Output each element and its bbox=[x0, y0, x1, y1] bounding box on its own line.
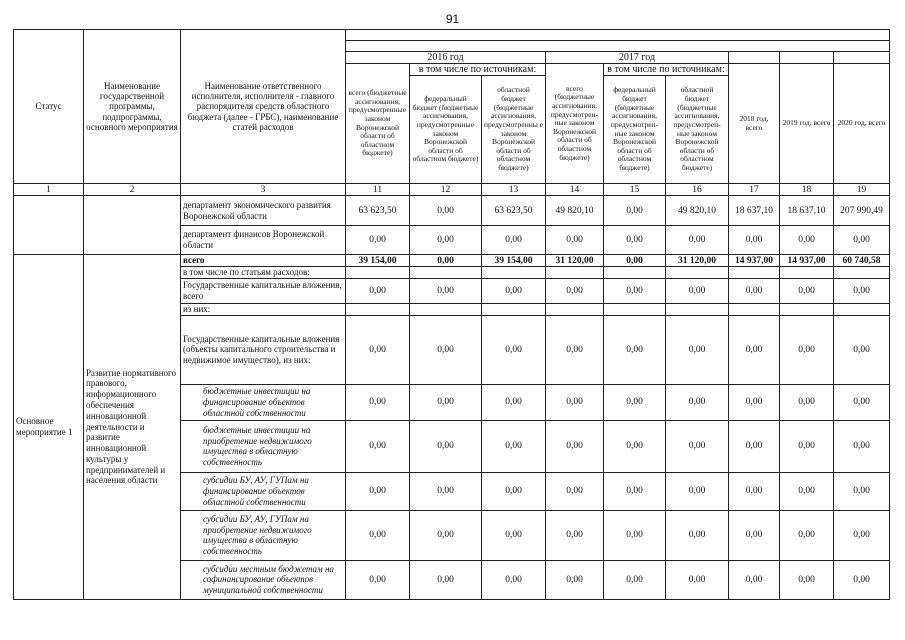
value-cell: 18 637,10 bbox=[780, 196, 834, 226]
value-cell: 0,00 bbox=[834, 226, 890, 255]
value-cell: 0,00 bbox=[666, 472, 729, 510]
value-cell: 0,00 bbox=[346, 420, 410, 472]
value-cell: 0,00 bbox=[410, 420, 482, 472]
value-cell: 0,00 bbox=[604, 226, 666, 255]
value-cell: 0,00 bbox=[410, 560, 482, 599]
header-total-2016: всего (бюджетные ассигнования, предусмотренные законом Воронежской области об областном бюджете) bbox=[346, 64, 410, 184]
value-cell: 0,00 bbox=[482, 510, 546, 560]
column-index: 15 bbox=[604, 184, 666, 196]
value-cell: 0,00 bbox=[780, 472, 834, 510]
measure-name: Развитие нормативного правового, информационного обеспечения инновационной деятельности и развитие инновационной культуры у предпринимателей и населения области bbox=[84, 255, 181, 600]
value-cell: 0,00 bbox=[780, 384, 834, 420]
value-cell: 0,00 bbox=[834, 315, 890, 384]
header-sources-2017: в том числе по источникам: bbox=[604, 64, 729, 76]
value-cell: 49 820,10 bbox=[546, 196, 604, 226]
value-cell: 0,00 bbox=[604, 472, 666, 510]
column-index: 12 bbox=[410, 184, 482, 196]
value-cell: 31 120,00 bbox=[666, 255, 729, 267]
value-cell: 0,00 bbox=[729, 315, 780, 384]
value-cell: 0,00 bbox=[729, 420, 780, 472]
value-cell: 63 623,50 bbox=[482, 196, 546, 226]
value-cell: 14 937,00 bbox=[729, 255, 780, 267]
status-cell-empty bbox=[14, 196, 84, 255]
value-cell: 60 740,58 bbox=[834, 255, 890, 267]
header-sources-2016: в том числе по источникам: bbox=[410, 64, 546, 76]
value-cell: 0,00 bbox=[834, 510, 890, 560]
column-index: 19 bbox=[834, 184, 890, 196]
row-label-total: всего bbox=[181, 255, 346, 267]
value-cell: 0,00 bbox=[729, 226, 780, 255]
value-cell: 0,00 bbox=[482, 472, 546, 510]
row-label: субсидии БУ, АУ, ГУПам на приобретение недвижимого имущества в областную собственность bbox=[181, 510, 346, 560]
value-cell: 39 154,00 bbox=[482, 255, 546, 267]
header-blank-2020 bbox=[834, 52, 890, 64]
value-cell: 31 120,00 bbox=[546, 255, 604, 267]
value-cell: 0,00 bbox=[834, 472, 890, 510]
value-cell: 0,00 bbox=[482, 384, 546, 420]
total-row bbox=[14, 255, 890, 267]
value-cell: 0,00 bbox=[482, 420, 546, 472]
header-federal-2017: федеральный бюджет (бюджетные ассигнования, предусмотрен-ные законом Воронежской области об областном бюджете) bbox=[604, 76, 666, 184]
header-year-2018: 2018 год, всего bbox=[729, 64, 780, 184]
value-cell: 18 637,10 bbox=[729, 196, 780, 226]
column-index: 17 bbox=[729, 184, 780, 196]
row-label: Государственные капитальные вложения, всего bbox=[181, 278, 346, 303]
value-cell: 63 623,50 bbox=[346, 196, 410, 226]
column-index: 11 bbox=[346, 184, 410, 196]
column-index: 2 bbox=[84, 184, 181, 196]
value-cell: 0,00 bbox=[346, 472, 410, 510]
column-index: 13 bbox=[482, 184, 546, 196]
value-cell: 0,00 bbox=[346, 226, 410, 255]
value-cell: 0,00 bbox=[604, 315, 666, 384]
value-cell: 207 990,49 bbox=[834, 196, 890, 226]
header-total-2017: всего (бюджетные ассигнования, предусмотрен-ные законом Воронежской области об областном бюджете) bbox=[546, 64, 604, 184]
value-cell: 0,00 bbox=[410, 472, 482, 510]
header-regional-2017: областной бюджет (бюджетные ассигнования, предусмотрен-ные законом Воронежской области об областном бюджете) bbox=[666, 76, 729, 184]
value-cell: 0,00 bbox=[410, 278, 482, 303]
row-label: из них: bbox=[181, 303, 346, 315]
page-number: 91 bbox=[445, 12, 460, 26]
header-year-2019: 2019 год, всего bbox=[780, 64, 834, 184]
value-cell: 39 154,00 bbox=[346, 255, 410, 267]
value-cell: 0,00 bbox=[729, 384, 780, 420]
column-index: 3 bbox=[181, 184, 346, 196]
value-cell: 0,00 bbox=[604, 255, 666, 267]
value-cell: 0,00 bbox=[666, 510, 729, 560]
header-status: Статус bbox=[14, 30, 84, 184]
budget-table bbox=[13, 29, 890, 600]
value-cell: 0,00 bbox=[346, 315, 410, 384]
header-federal-2016: федеральный бюджет (бюджетные ассигнования, предусмотренные законом Воронежской области об областном бюджете) bbox=[410, 76, 482, 184]
value-cell: 0,00 bbox=[729, 510, 780, 560]
header-blank-row bbox=[346, 30, 890, 41]
value-cell: 0,00 bbox=[780, 510, 834, 560]
row-label: субсидии местным бюджетам на софинансирование объектов муниципальной собственности bbox=[181, 560, 346, 599]
value-cell: 0,00 bbox=[546, 510, 604, 560]
value-cell: 49 820,10 bbox=[666, 196, 729, 226]
value-cell: 0,00 bbox=[546, 420, 604, 472]
value-cell: 0,00 bbox=[729, 560, 780, 599]
row-label: бюджетные инвестиции на приобретение недвижимого имущества в областную собственность bbox=[181, 420, 346, 472]
header-blank-2018 bbox=[729, 52, 780, 64]
value-cell: 0,00 bbox=[834, 384, 890, 420]
value-cell: 0,00 bbox=[729, 472, 780, 510]
value-cell: 0,00 bbox=[482, 226, 546, 255]
value-cell: 0,00 bbox=[410, 196, 482, 226]
value-cell: 0,00 bbox=[780, 560, 834, 599]
value-cell: 0,00 bbox=[729, 278, 780, 303]
row-label: Государственные капитальные вложения (объекты капитального строительства и недвижимое имущество), из них: bbox=[181, 315, 346, 384]
value-cell: 0,00 bbox=[410, 226, 482, 255]
value-cell: 0,00 bbox=[482, 315, 546, 384]
header-blank-row-2 bbox=[346, 41, 890, 52]
value-cell: 0,00 bbox=[666, 384, 729, 420]
value-cell: 0,00 bbox=[410, 384, 482, 420]
header-executor: Наименование ответственного исполнителя, исполнителя - главного распорядителя средств областного бюджета (далее - ГРБС), наименование статей расходов bbox=[181, 30, 346, 184]
value-cell: 0,00 bbox=[780, 315, 834, 384]
value-cell: 14 937,00 bbox=[780, 255, 834, 267]
value-cell: 0,00 bbox=[780, 420, 834, 472]
value-cell: 0,00 bbox=[604, 384, 666, 420]
row-label: субсидии БУ, АУ, ГУПам на финансирование объектов областной собственности bbox=[181, 472, 346, 510]
value-cell: 0,00 bbox=[346, 560, 410, 599]
header-year-2020: 2020 год, всего bbox=[834, 64, 890, 184]
value-cell: 0,00 bbox=[482, 560, 546, 599]
value-cell: 0,00 bbox=[604, 278, 666, 303]
value-cell: 0,00 bbox=[780, 226, 834, 255]
value-cell: 0,00 bbox=[410, 315, 482, 384]
table-row bbox=[14, 196, 890, 226]
program-cell-empty bbox=[84, 196, 181, 255]
value-cell: 0,00 bbox=[604, 196, 666, 226]
value-cell: 0,00 bbox=[546, 472, 604, 510]
header-year-2016: 2016 год bbox=[346, 52, 546, 64]
row-label: в том числе по статьям расходов: bbox=[181, 267, 346, 279]
value-cell: 0,00 bbox=[666, 560, 729, 599]
row-label: департамент финансов Воронежской области bbox=[181, 226, 346, 255]
value-cell: 0,00 bbox=[346, 510, 410, 560]
value-cell: 0,00 bbox=[834, 278, 890, 303]
value-cell: 0,00 bbox=[666, 278, 729, 303]
value-cell: 0,00 bbox=[482, 278, 546, 303]
value-cell: 0,00 bbox=[410, 510, 482, 560]
value-cell: 0,00 bbox=[346, 278, 410, 303]
value-cell: 0,00 bbox=[666, 315, 729, 384]
column-index: 18 bbox=[780, 184, 834, 196]
value-cell: 0,00 bbox=[666, 226, 729, 255]
value-cell: 0,00 bbox=[546, 278, 604, 303]
column-index: 16 bbox=[666, 184, 729, 196]
header-year-2017: 2017 год bbox=[546, 52, 729, 64]
value-cell: 0,00 bbox=[834, 560, 890, 599]
value-cell: 0,00 bbox=[546, 384, 604, 420]
measure-status: Основное мероприятие 1 bbox=[14, 255, 84, 600]
value-cell: 0,00 bbox=[604, 420, 666, 472]
value-cell: 0,00 bbox=[546, 226, 604, 255]
value-cell: 0,00 bbox=[546, 315, 604, 384]
column-index: 1 bbox=[14, 184, 84, 196]
value-cell: 0,00 bbox=[666, 420, 729, 472]
column-index-row bbox=[14, 184, 890, 196]
value-cell: 0,00 bbox=[604, 510, 666, 560]
column-index: 14 bbox=[546, 184, 604, 196]
value-cell: 0,00 bbox=[410, 255, 482, 267]
header-program: Наименование государственной программы, подпрограммы, основного мероприятия bbox=[84, 30, 181, 184]
value-cell: 0,00 bbox=[546, 560, 604, 599]
value-cell: 0,00 bbox=[780, 278, 834, 303]
value-cell: 0,00 bbox=[834, 420, 890, 472]
row-label: бюджетные инвестиции на финансирование объектов областной собственности bbox=[181, 384, 346, 420]
header-blank-2019 bbox=[780, 52, 834, 64]
row-label: департамент экономического развития Воронежской области bbox=[181, 196, 346, 226]
value-cell: 0,00 bbox=[346, 384, 410, 420]
header-regional-2016: областной бюджет (бюджетные ассигнования, предусмотренны е законом Воронежской области об областном бюджете) bbox=[482, 76, 546, 184]
value-cell: 0,00 bbox=[604, 560, 666, 599]
